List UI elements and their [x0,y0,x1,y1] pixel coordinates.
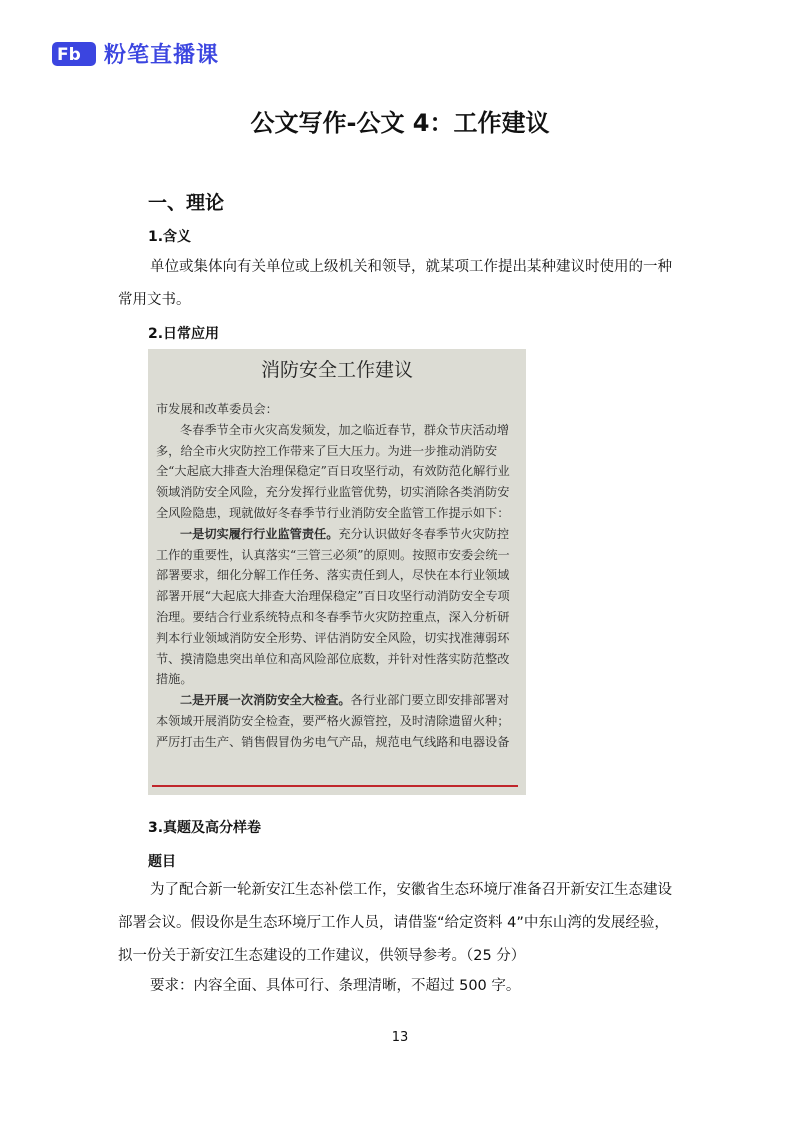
scan-paragraph-2 [156,524,516,690]
question-label: 题目 [148,854,176,870]
fb-logo-icon [52,42,96,66]
definition-paragraph: 单位或集体向有关单位或上级机关和领导，就某项工作提出某种建议时使用的一种常用文书。 [118,259,672,308]
section-heading-theory: 一、理论 [148,192,225,214]
scan-title: 消防安全工作建议 [260,359,413,381]
scanned-document-image [148,349,526,795]
brand-logo [52,38,219,69]
scan-salutation: 市发展和改革委员会： [156,402,278,416]
scan-body [156,399,516,753]
logo-text: 粉笔直播课 [104,43,220,68]
subheading-exam-question: 3.真题及高分样卷 [148,820,262,836]
requirement-paragraph: 要求：内容全面、具体可行、条理清晰，不超过 500 字。 [150,978,521,994]
svg-text:Fb: Fb [57,44,81,65]
page-title: 公文写作-公文 4：工作建议 [250,109,550,137]
page-number: 13 [391,1030,409,1045]
scan-point-1-heading: 一是切实履行行业监管责任。 [180,526,339,541]
scan-point-2-heading: 二是开展一次消防安全大检查。 [180,693,351,708]
red-underline [152,785,518,787]
subheading-meaning: 1.含义 [148,229,192,245]
scan-point-1-text: 充分认识做好冬春季节火灾防控工作的重要性，认真落实“三管三必须”的原则。按照市安委会统一部署要求，细化分解工作任务、落实责任到人，尽快在本行业领域部署开展“大起底大排查大治理保稳定”百日攻坚行动消防安全专项治理。要结合行业系统特点和冬春季节火灾防控重点，深入分析研判本行业领域消防安全形势、评估消防安全风险，切实找准薄弱环节、摸清隐患突出单位和高风险部位底数，并针对性落实防范整改措施。 [156,526,510,687]
question-paragraph: 为了配合新一轮新安江生态补偿工作，安徽省生态环境厅准备召开新安江生态建设部署会议。假设你是生态环境厅工作人员，请借鉴“给定资料 4”中东山湾的发展经验，拟一份关于新安江生态建设的工作建议，供领导参考。（25 分） [118,882,672,964]
scan-paragraph-3 [156,690,516,752]
scan-paragraph-1: 冬春季节全市火灾高发频发，加之临近春节，群众节庆活动增多，给全市火灾防控工作带来了巨大压力。为进一步推动消防安全“大起底大排查大治理保稳定”百日攻坚行动，有效防范化解行业领域消防安全风险，充分发挥行业监管优势，切实消除各类消防安全风险隐患，现就做好冬春季节行业消防安全监管工作提示如下： [156,422,510,520]
scan-point-2-text: 各行业部门要立即安排部署对本领域开展消防安全检查，要严格火源管控，及时清除遗留火种；严厉打击生产、销售假冒伪劣电气产品，规范电气线路和电器设备 [156,693,510,749]
subheading-daily-use: 2.日常应用 [148,326,220,342]
